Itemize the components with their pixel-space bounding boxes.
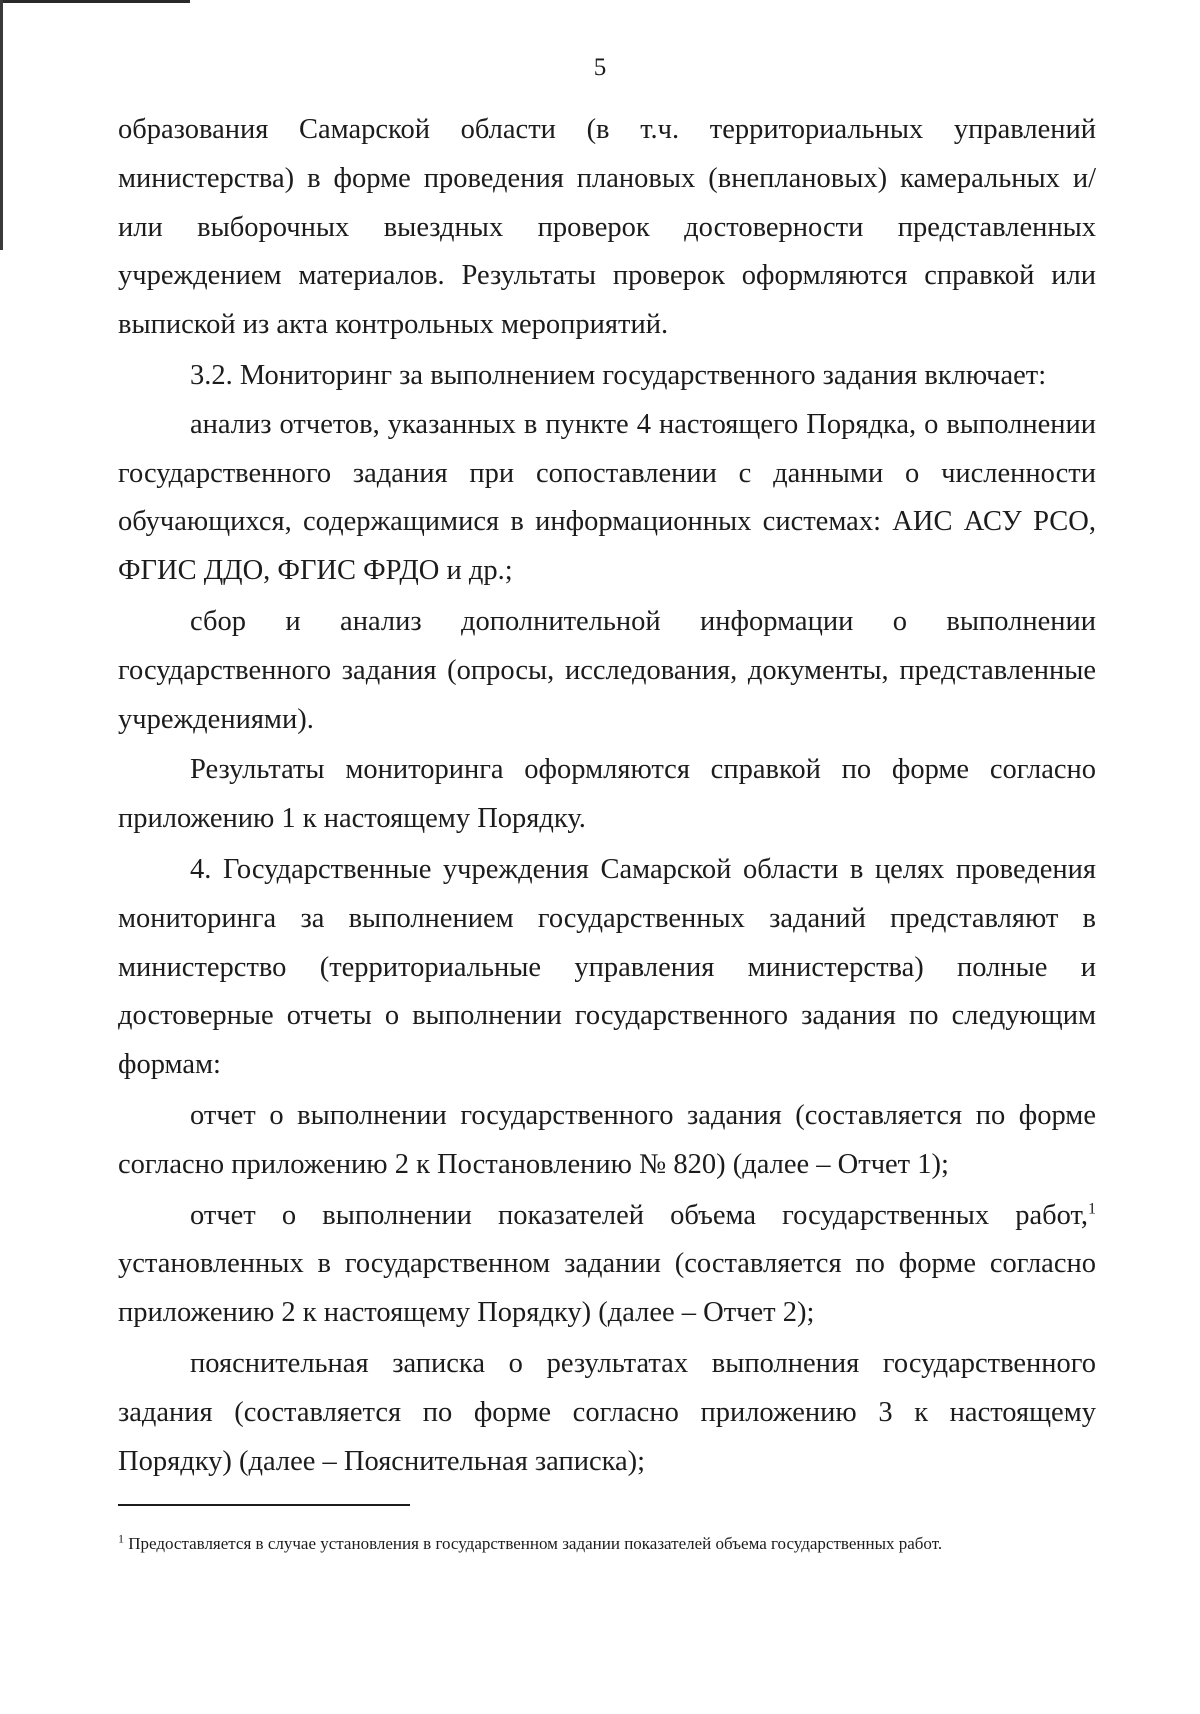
report-2-text-start: отчет о выполнении показателей объема государственных работ, — [190, 1199, 1088, 1231]
report-2-text-end: установленных в государственном задании (составляется по форме согласно приложению 2 к настоящему Порядку) (далее – Отчет 2); — [118, 1248, 1096, 1329]
paragraph-explanatory-note: пояснительная записка о результатах выполнения государственного задания (составляется по форме согласно приложению 3 к настоящему Порядку) (далее – Пояснительная записка); — [118, 1347, 1096, 1477]
footnote-text: Предоставляется в случае установления в государственном задании показателей объема государственных работ. — [124, 1534, 943, 1553]
footnote — [118, 1532, 1096, 1556]
footnote-separator — [118, 1504, 410, 1506]
paragraph-report-2 — [118, 1192, 1096, 1338]
paragraph-info-collection: сбор и анализ дополнительной информации о выполнении государственного задания (опросы, исследования, документы, представленные учреждениями). — [118, 605, 1096, 735]
paragraph-4-institutions: 4. Государственные учреждения Самарской области в целях проведения мониторинга за выполнением государственных заданий представляют в министерство (территориальные управления министерства) полные и достоверные отчеты о выполнении государственного задания по следующим формам: — [118, 853, 1096, 1081]
footnote-reference: 1 — [1088, 1200, 1096, 1218]
scan-edge-top — [0, 0, 190, 3]
paragraph-report-1: отчет о выполнении государственного задания (составляется по форме согласно приложению 2 к Постановлению № 820) (далее – Отчет 1); — [118, 1099, 1096, 1180]
scan-edge-left — [0, 0, 3, 250]
paragraph-3-2-heading: 3.2. Мониторинг за выполнением государственного задания включает: — [190, 359, 1047, 391]
footnote-marker: 1 — [118, 1531, 124, 1546]
document-body — [118, 106, 1096, 1486]
paragraph-monitoring-results: Результаты мониторинга оформляются справкой по форме согласно приложению 1 к настоящему Порядку. — [118, 754, 1096, 835]
paragraph-reports-analysis: анализ отчетов, указанных в пункте 4 настоящего Порядка, о выполнении государственного задания при сопоставлении с данными о численности обучающихся, содержащимися в информационных системах: АИС АСУ РСО, ФГИС ДДО, ФГИС ФРДО и др.; — [118, 408, 1096, 587]
page-number: 5 — [593, 54, 607, 81]
paragraph-continuation: образования Самарской области (в т.ч. территориальных управлений министерства) в форме проведения плановых (внеплановых) камеральных и/или выборочных выездных проверок достоверности представленных учреждением материалов. Результаты проверок оформляются справкой или выпиской из акта контрольных мероприятий. — [118, 114, 1096, 341]
